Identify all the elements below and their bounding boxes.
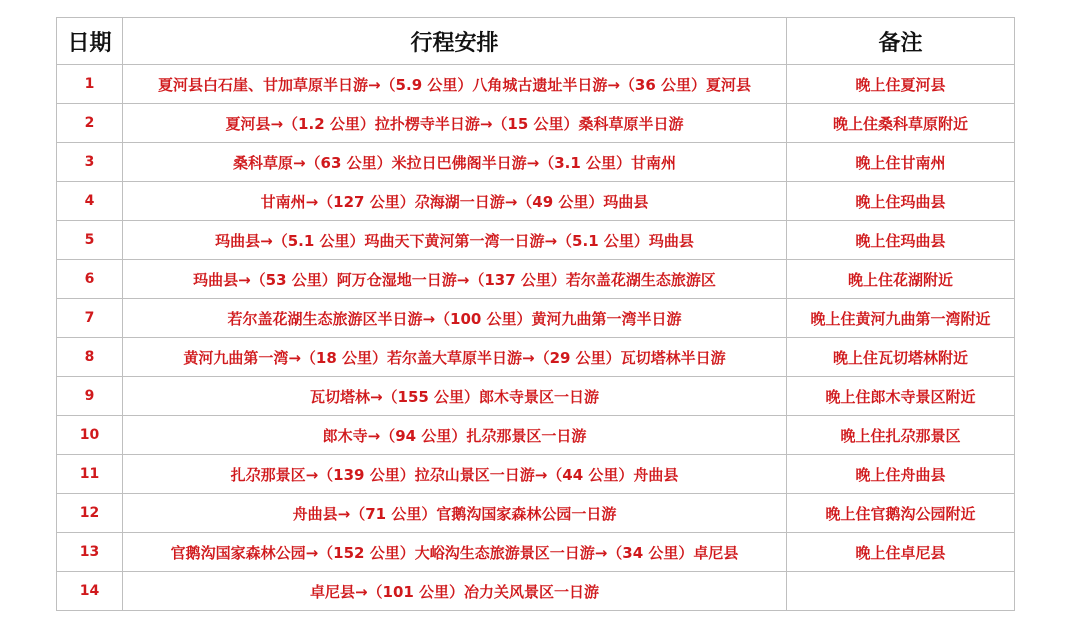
day-cell: 14 bbox=[57, 572, 123, 611]
plan-cell: 夏河县→（1.2 公里）拉扑楞寺半日游→（15 公里）桑科草原半日游 bbox=[123, 104, 787, 143]
plan-cell: 甘南州→（127 公里）尕海湖一日游→（49 公里）玛曲县 bbox=[123, 182, 787, 221]
table-row bbox=[57, 455, 1015, 494]
note-cell: 晚上住官鹅沟公园附近 bbox=[787, 494, 1015, 533]
day-cell: 8 bbox=[57, 338, 123, 377]
day-cell: 10 bbox=[57, 416, 123, 455]
day-cell: 7 bbox=[57, 299, 123, 338]
header-plan: 行程安排 bbox=[123, 18, 787, 65]
plan-cell: 若尔盖花湖生态旅游区半日游→（100 公里）黄河九曲第一湾半日游 bbox=[123, 299, 787, 338]
table-body bbox=[57, 65, 1015, 611]
note-cell: 晚上住甘南州 bbox=[787, 143, 1015, 182]
table-row bbox=[57, 338, 1015, 377]
note-cell: 晚上住玛曲县 bbox=[787, 182, 1015, 221]
table-row bbox=[57, 299, 1015, 338]
day-cell: 2 bbox=[57, 104, 123, 143]
note-cell bbox=[787, 572, 1015, 611]
note-cell: 晚上住桑科草原附近 bbox=[787, 104, 1015, 143]
table-row bbox=[57, 260, 1015, 299]
table-row bbox=[57, 182, 1015, 221]
plan-cell: 玛曲县→（5.1 公里）玛曲天下黄河第一湾一日游→（5.1 公里）玛曲县 bbox=[123, 221, 787, 260]
plan-cell: 夏河县白石崖、甘加草原半日游→（5.9 公里）八角城古遗址半日游→（36 公里）夏河县 bbox=[123, 65, 787, 104]
note-cell: 晚上住花湖附近 bbox=[787, 260, 1015, 299]
note-cell: 晚上住舟曲县 bbox=[787, 455, 1015, 494]
plan-cell: 桑科草原→（63 公里）米拉日巴佛阁半日游→（3.1 公里）甘南州 bbox=[123, 143, 787, 182]
day-cell: 9 bbox=[57, 377, 123, 416]
plan-cell: 黄河九曲第一湾→（18 公里）若尔盖大草原半日游→（29 公里）瓦切塔林半日游 bbox=[123, 338, 787, 377]
plan-cell: 玛曲县→（53 公里）阿万仓湿地一日游→（137 公里）若尔盖花湖生态旅游区 bbox=[123, 260, 787, 299]
table-row bbox=[57, 221, 1015, 260]
note-cell: 晚上住郎木寺景区附近 bbox=[787, 377, 1015, 416]
plan-cell: 瓦切塔林→（155 公里）郎木寺景区一日游 bbox=[123, 377, 787, 416]
table-row bbox=[57, 65, 1015, 104]
plan-cell: 舟曲县→（71 公里）官鹅沟国家森林公园一日游 bbox=[123, 494, 787, 533]
table-row bbox=[57, 494, 1015, 533]
plan-cell: 郎木寺→（94 公里）扎尕那景区一日游 bbox=[123, 416, 787, 455]
day-cell: 1 bbox=[57, 65, 123, 104]
day-cell: 11 bbox=[57, 455, 123, 494]
table-row bbox=[57, 572, 1015, 611]
table-row bbox=[57, 143, 1015, 182]
note-cell: 晚上住黄河九曲第一湾附近 bbox=[787, 299, 1015, 338]
day-cell: 4 bbox=[57, 182, 123, 221]
note-cell: 晚上住夏河县 bbox=[787, 65, 1015, 104]
table-row bbox=[57, 104, 1015, 143]
table-row bbox=[57, 533, 1015, 572]
plan-cell: 扎尕那景区→（139 公里）拉尕山景区一日游→（44 公里）舟曲县 bbox=[123, 455, 787, 494]
table-row bbox=[57, 416, 1015, 455]
plan-cell: 官鹅沟国家森林公园→（152 公里）大峪沟生态旅游景区一日游→（34 公里）卓尼县 bbox=[123, 533, 787, 572]
note-cell: 晚上住瓦切塔林附近 bbox=[787, 338, 1015, 377]
note-cell: 晚上住扎尕那景区 bbox=[787, 416, 1015, 455]
header-note: 备注 bbox=[787, 18, 1015, 65]
note-cell: 晚上住玛曲县 bbox=[787, 221, 1015, 260]
plan-cell: 卓尼县→（101 公里）冶力关风景区一日游 bbox=[123, 572, 787, 611]
day-cell: 12 bbox=[57, 494, 123, 533]
day-cell: 5 bbox=[57, 221, 123, 260]
day-cell: 6 bbox=[57, 260, 123, 299]
header-row bbox=[57, 18, 1015, 65]
header-day: 日期 bbox=[57, 18, 123, 65]
note-cell: 晚上住卓尼县 bbox=[787, 533, 1015, 572]
day-cell: 13 bbox=[57, 533, 123, 572]
table-row bbox=[57, 377, 1015, 416]
day-cell: 3 bbox=[57, 143, 123, 182]
itinerary-table bbox=[56, 17, 1015, 611]
